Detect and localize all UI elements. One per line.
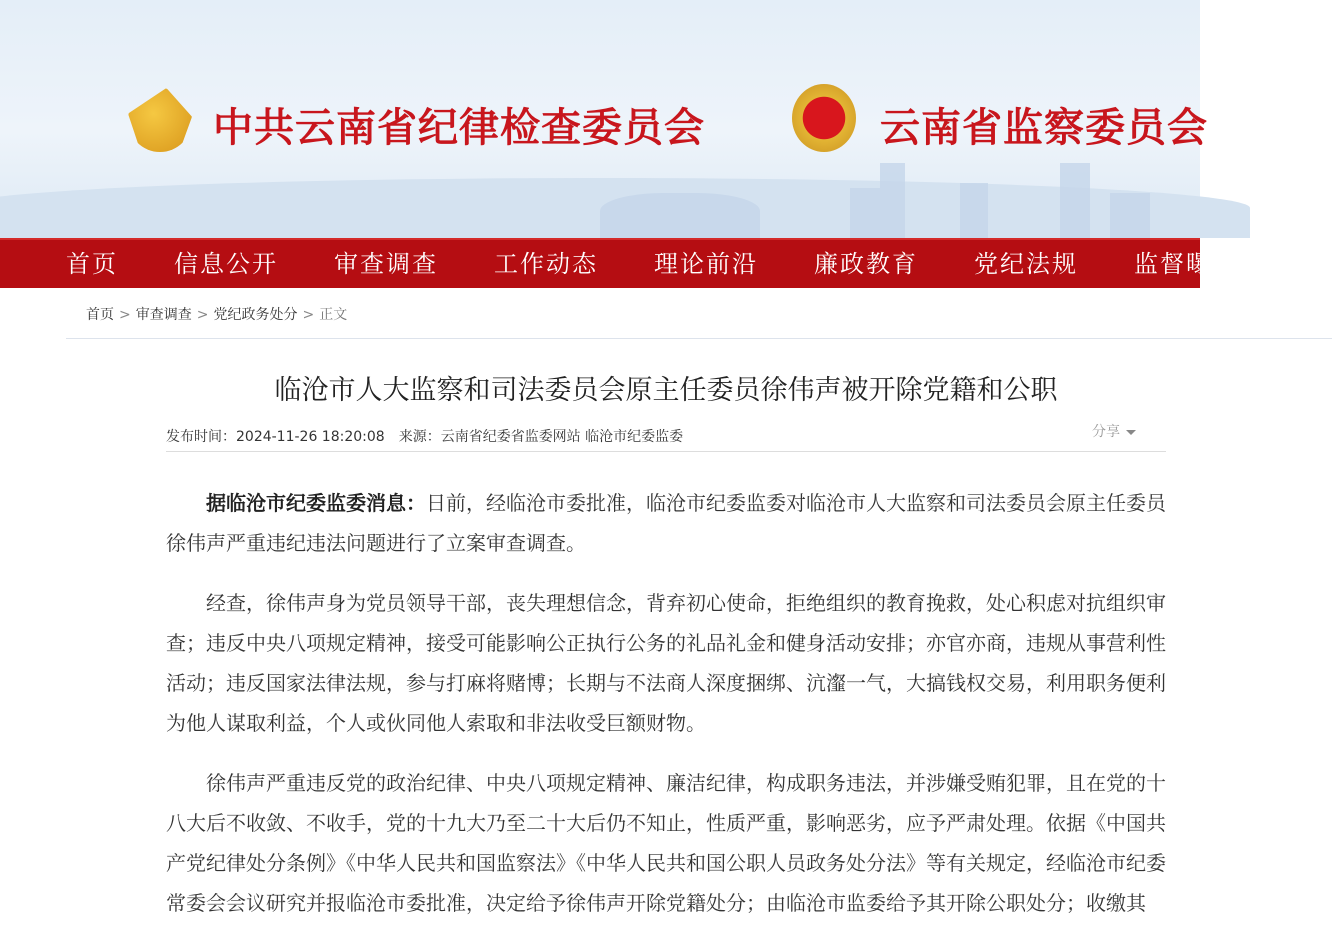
lead-source: 据临沧市纪委监委消息： — [206, 491, 426, 515]
breadcrumb-discipline[interactable]: 党纪政务处分 — [213, 307, 298, 323]
skyline-decoration — [960, 183, 988, 238]
party-emblem-icon — [128, 88, 192, 152]
main-nav — [0, 238, 1238, 288]
skyline-decoration — [1060, 163, 1090, 238]
article-meta: 发布时间：2024-11-26 18:20:08 来源：云南省纪委省监委网站 临沧市纪委监委 — [166, 429, 684, 445]
paragraph: 经查，徐伟声身为党员领导干部，丧失理想信念，背弃初心使命，拒绝组织的教育挽救，处心积虑对抗组织审查；违反中央八项规定精神，接受可能影响公正执行公务的礼品礼金和健身活动安排；亦官亦商，违规从事营利性活动；违反国家法律法规，参与打麻将赌博；长期与不法商人深度捆绑、沆瀣一气，大搞钱权交易，利用职务便利为他人谋取利益，个人或伙同他人索取和非法收受巨额财物。 — [166, 591, 1166, 735]
site-header — [0, 0, 1208, 238]
paragraph-text: 日前，经临沧市委批准，临沧市纪委监委对临沧市人大监察和司法委员会原主任委员徐伟声严重违纪违法问题进行了立案审查调查。 — [166, 491, 1166, 555]
article-body — [166, 483, 1166, 943]
divider — [66, 338, 1332, 339]
nav-theory[interactable]: 理论前沿 — [654, 250, 758, 278]
breadcrumb-separator: > — [196, 307, 209, 323]
nav-home[interactable]: 首页 — [66, 250, 118, 278]
skyline-decoration — [1110, 193, 1150, 238]
paragraph — [166, 483, 1166, 563]
nav-education[interactable]: 廉政教育 — [814, 250, 918, 278]
nav-investigation[interactable]: 审查调查 — [334, 250, 438, 278]
caret-down-icon — [1126, 430, 1136, 435]
breadcrumb-current: 正文 — [319, 307, 348, 323]
breadcrumb-separator: > — [119, 307, 131, 323]
breadcrumb — [86, 304, 347, 324]
org-title-discipline: 中共云南省纪律检查委员会 — [213, 105, 705, 151]
share-label: 分享 — [1092, 424, 1120, 440]
breadcrumb-separator: > — [302, 307, 315, 323]
nav-info[interactable]: 信息公开 — [174, 250, 278, 278]
breadcrumb-home[interactable]: 首页 — [86, 307, 114, 323]
divider — [166, 451, 1166, 452]
skyline-decoration — [880, 163, 905, 238]
nav-news[interactable]: 工作动态 — [494, 250, 598, 278]
article-title: 临沧市人大监察和司法委员会原主任委员徐伟声被开除党籍和公职 — [274, 375, 1058, 406]
share-button[interactable] — [1092, 421, 1136, 441]
nav-supervision[interactable]: 监督曝光 — [1134, 250, 1238, 278]
org-title-supervision: 云南省监察委员会 — [880, 105, 1208, 151]
national-emblem-icon — [792, 84, 856, 152]
skyline-decoration — [600, 193, 760, 238]
paragraph: 徐伟声严重违反党的政治纪律、中央八项规定精神、廉洁纪律，构成职务违法，并涉嫌受贿犯罪，且在党的十八大后不收敛、不收手，党的十九大乃至二十大后仍不知止，性质严重，影响恶劣，应予严肃处理。依据《中国共产党纪律处分条例》《中华人民共和国监察法》《中华人民共和国公职人员政务处分法》等有关规定，经临沧市纪委常委会会议研究并报临沧市委批准，决定给予徐伟声开除党籍处分；由临沧市监委给予其开除公职处分；收缴其 — [166, 771, 1166, 915]
nav-regulations[interactable]: 党纪法规 — [974, 250, 1078, 278]
breadcrumb-investigation[interactable]: 审查调查 — [135, 307, 192, 323]
skyline-decoration — [850, 188, 880, 238]
